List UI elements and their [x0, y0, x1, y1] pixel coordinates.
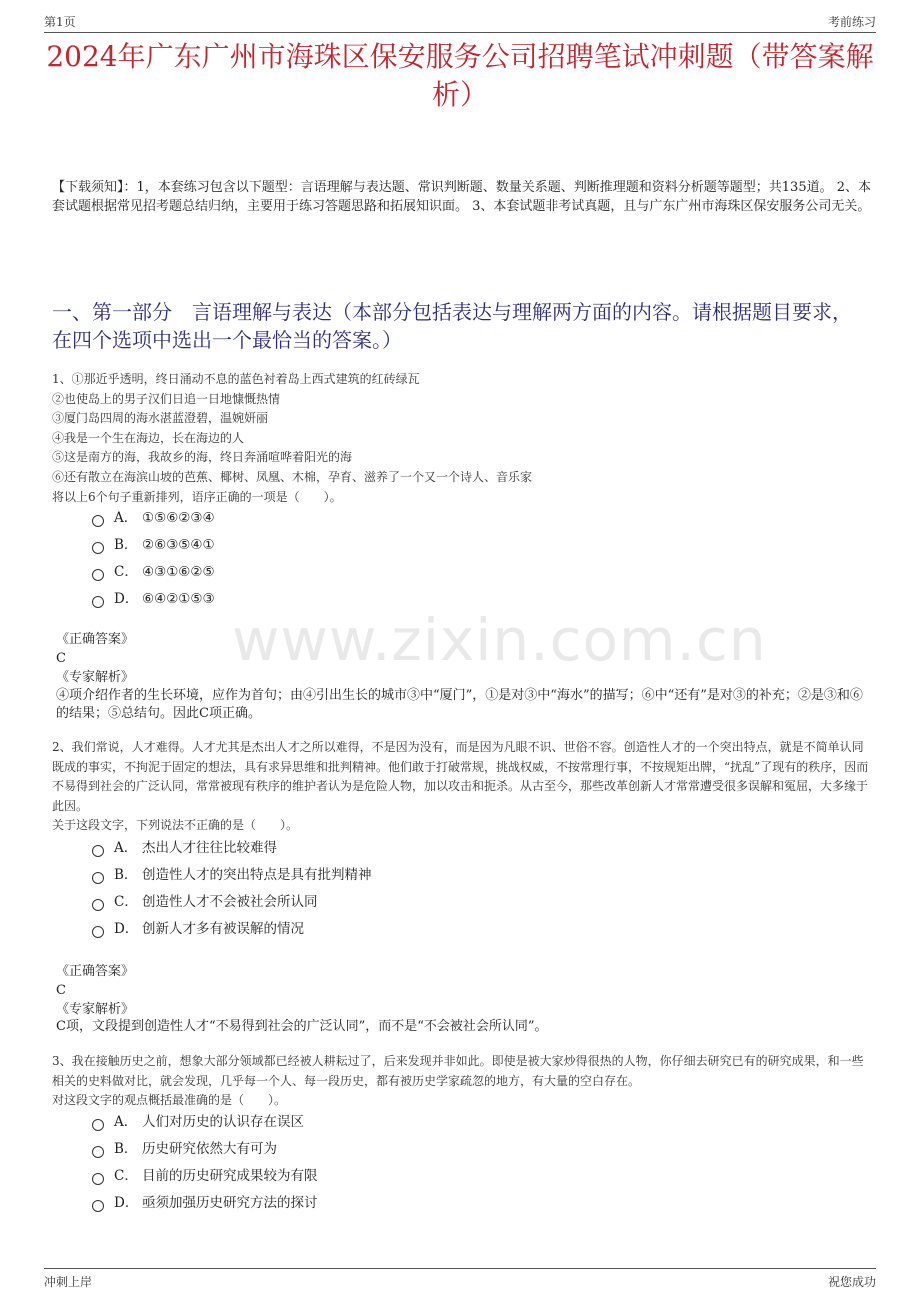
q3-option-a[interactable] [92, 1112, 304, 1132]
q3-option-d[interactable] [92, 1193, 318, 1213]
option-letter: B． [114, 1141, 138, 1157]
option-text: 历史研究依然大有可为 [142, 1141, 277, 1157]
question-prompt: 对这段文字的观点概括最准确的是（ ）。 [52, 1093, 287, 1108]
radio-icon[interactable] [92, 1173, 104, 1185]
answer-label: 《正确答案》 [56, 964, 135, 979]
question-line: ⑤这是南方的海，我故乡的海，终日奔涌喧哗着阳光的海 [52, 450, 353, 465]
radio-icon[interactable] [92, 1200, 104, 1212]
question-3-stem [52, 1052, 874, 1111]
q1-option-d[interactable] [92, 589, 215, 609]
option-text: ①⑤⑥②③④ [142, 510, 215, 526]
option-letter: D． [114, 591, 139, 607]
download-notice: 【下载须知】：1，本套练习包含以下题型：言语理解与表达题、常识判断题、数量关系题、判断推理题和资料分析题等题型；共135道。 2、本套试题根据常见招考题总结归纳，主要用于练习答题思路和拓展知识面。 3、本套试题非考试真题，且与广东广州市海珠区保安服务公司无关。 [52, 180, 871, 214]
radio-icon[interactable] [92, 1119, 104, 1131]
q2-option-a[interactable] [92, 838, 277, 858]
answer-value: C [56, 983, 66, 998]
option-text: 亟须加强历史研究方法的探讨 [142, 1195, 318, 1211]
option-text: 杰出人才往往比较难得 [142, 840, 277, 856]
question-line: ④我是一个生在海边，长在海边的人 [52, 430, 245, 445]
option-text: 创造性人才的突出特点是具有批判精神 [142, 867, 372, 883]
question-line: ②也使岛上的男子汉们日追一日地慷慨热情 [52, 391, 281, 406]
q2-option-b[interactable] [92, 865, 372, 885]
question-prompt: 关于这段文字，下列说法不正确的是（ ）。 [52, 818, 299, 833]
document-title: 2024年广东广州市海珠区保安服务公司招聘笔试冲刺题（带答案解析） [46, 40, 874, 111]
question-1-stem [52, 370, 874, 507]
answer-label: 《正确答案》 [56, 632, 135, 647]
option-letter: B． [114, 867, 138, 883]
header-tag: 考前练习 [827, 15, 876, 29]
radio-icon[interactable] [92, 569, 104, 581]
option-text: ⑥④②①⑤③ [142, 591, 215, 607]
option-letter: C． [114, 564, 138, 580]
page-number: 第1页 [44, 15, 76, 29]
option-text: 创新人才多有被误解的情况 [142, 921, 304, 937]
radio-icon[interactable] [92, 515, 104, 527]
option-letter: A． [114, 510, 138, 526]
q1-option-c[interactable] [92, 562, 215, 582]
q3-option-c[interactable] [92, 1166, 318, 1186]
option-text: 目前的历史研究成果较为有限 [142, 1168, 318, 1184]
q2-option-d[interactable] [92, 919, 304, 939]
option-letter: D． [114, 1195, 139, 1211]
option-text: ④③①⑥②⑤ [142, 564, 215, 580]
q1-analysis: ④项介绍作者的生长环境，应作为首句；由④引出生长的城市③中“厦门”，①是对③中“海水”的描写；⑥中“还有”是对③的补充；②是③和⑥的结果；⑤总结句。因此C项正确。 [56, 688, 863, 721]
page-header [44, 10, 876, 33]
question-line: ⑥还有散立在海滨山坡的芭蕉、椰树、凤凰、木棉，孕育、滋养了一个又一个诗人、音乐家 [52, 469, 533, 484]
question-text: 3、我在接触历史之前，想象大部分领域都已经被人耕耘过了，后来发现并非如此。即使是被大家炒得很热的人物，你仔细去研究已有的研究成果，和一些相关的史料做对比，就会发现，几乎每一个人、每一段历史，都有被历史学家疏忽的地方，有大量的空白存在。 [52, 1054, 864, 1088]
watermark: www.zixin.com.cn [232, 606, 767, 674]
q2-analysis: C项，文段提到创造性人才“不易得到社会的广泛认同”，而不是“不会被社会所认同”。 [56, 1019, 548, 1034]
radio-icon[interactable] [92, 845, 104, 857]
radio-icon[interactable] [92, 542, 104, 554]
footer-right-text: 祝您成功 [827, 1275, 876, 1289]
question-prompt: 将以上6个句子重新排列，语序正确的一项是（ ）。 [52, 489, 342, 504]
question-2-stem [52, 738, 874, 836]
q1-option-b[interactable] [92, 535, 215, 555]
q1-answer-block [56, 630, 134, 687]
radio-icon[interactable] [92, 926, 104, 938]
question-line: 1、①那近乎透明，终日涌动不息的蓝色衬着岛上西式建筑的红砖绿瓦 [52, 372, 420, 386]
section-heading: 一、第一部分 言语理解与表达（本部分包括表达与理解两方面的内容。请根据题目要求，在四个选项中选出一个最恰当的答案。） [52, 300, 852, 352]
option-letter: C． [114, 1168, 138, 1184]
answer-value: C [56, 651, 66, 666]
option-text: 创造性人才不会被社会所认同 [142, 894, 318, 910]
question-text: 2、我们常说，人才难得。人才尤其是杰出人才之所以难得，不是因为没有，而是因为凡眼不识、世俗不容。创造性人才的一个突出特点，就是不简单认同既成的事实，不拘泥于固定的想法，具有求异思维和批判精神。他们敢于打破常规，挑战权威，不按常理行事，不按规矩出牌，“扰乱”了现有的秩序，因而不易得到社会的广泛认同，常常被现有秩序的维护者认为是危险人物，加以攻击和扼杀。从古至今，那些改革创新人才常常遭受很多误解和冤屈，大多缘于此因。 [52, 740, 869, 813]
radio-icon[interactable] [92, 596, 104, 608]
option-letter: C． [114, 894, 138, 910]
analysis-label: 《专家解析》 [56, 1002, 135, 1017]
radio-icon[interactable] [92, 899, 104, 911]
q3-option-b[interactable] [92, 1139, 277, 1159]
q1-option-a[interactable] [92, 508, 215, 528]
footer-left-text: 冲刺上岸 [44, 1275, 93, 1289]
option-text: 人们对历史的认识存在误区 [142, 1114, 304, 1130]
q2-answer-block [56, 962, 134, 1019]
option-letter: A． [114, 840, 138, 856]
page-footer [44, 1268, 876, 1295]
option-text: ②⑥③⑤④① [142, 537, 215, 553]
radio-icon[interactable] [92, 1146, 104, 1158]
analysis-label: 《专家解析》 [56, 670, 135, 685]
question-line: ③厦门岛四周的海水湛蓝澄碧，温婉妍丽 [52, 411, 269, 426]
option-letter: B． [114, 537, 138, 553]
radio-icon[interactable] [92, 872, 104, 884]
option-letter: A． [114, 1114, 138, 1130]
q2-option-c[interactable] [92, 892, 318, 912]
option-letter: D． [114, 921, 139, 937]
